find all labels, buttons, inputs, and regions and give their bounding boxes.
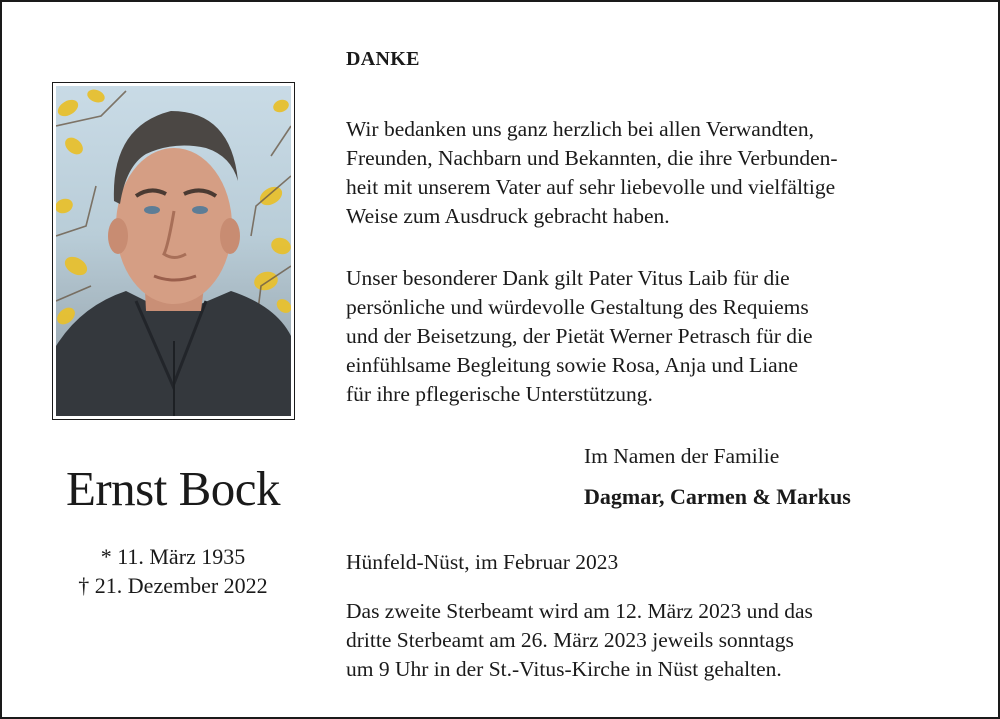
text-line: und der Beisetzung, der Pietät Werner Petrasch für die <box>346 324 813 348</box>
text-line: Weise zum Ausdruck gebracht haben. <box>346 204 670 228</box>
text-line: um 9 Uhr in der St.-Vitus-Kirche in Nüst gehalten. <box>346 657 782 681</box>
text-line: persönliche und würdevolle Gestaltung des Requiems <box>346 295 809 319</box>
text-line: Unser besonderer Dank gilt Pater Vitus Laib für die <box>346 266 790 290</box>
portrait-illustration <box>56 86 291 416</box>
text-line: für ihre pflegerische Unterstützung. <box>346 382 653 406</box>
memorial-mass-paragraph <box>346 597 966 684</box>
text-line: Wir bedanken uns ganz herzlich bei allen Verwandten, <box>346 117 814 141</box>
notice-heading: DANKE <box>346 48 420 70</box>
signature-names: Dagmar, Carmen & Markus <box>584 484 851 509</box>
text-line: Das zweite Sterbeamt wird am 12. März 2023 und das <box>346 599 813 623</box>
deceased-name: Ernst Bock <box>65 461 281 516</box>
text-line: Freunden, Nachbarn und Bekannten, die ihre Verbunden- <box>346 146 838 170</box>
text-line: heit mit unserem Vater auf sehr liebevolle und vielfältige <box>346 175 836 199</box>
life-dates <box>42 542 304 600</box>
text-line: einfühlsame Begleitung sowie Rosa, Anja und Liane <box>346 353 799 377</box>
special-thanks-paragraph <box>346 264 966 409</box>
text-line: dritte Sterbeamt am 26. März 2023 jeweils sonntags <box>346 628 794 652</box>
photo-frame <box>52 82 295 420</box>
place-date: Hünfeld-Nüst, im Februar 2023 <box>346 550 619 574</box>
signature-intro: Im Namen der Familie <box>584 444 780 468</box>
birth-date: * 11. März 1935 <box>100 544 246 569</box>
portrait-photo <box>56 86 291 416</box>
death-date: † 21. Dezember 2022 <box>78 573 268 598</box>
thanks-paragraph <box>346 115 966 231</box>
